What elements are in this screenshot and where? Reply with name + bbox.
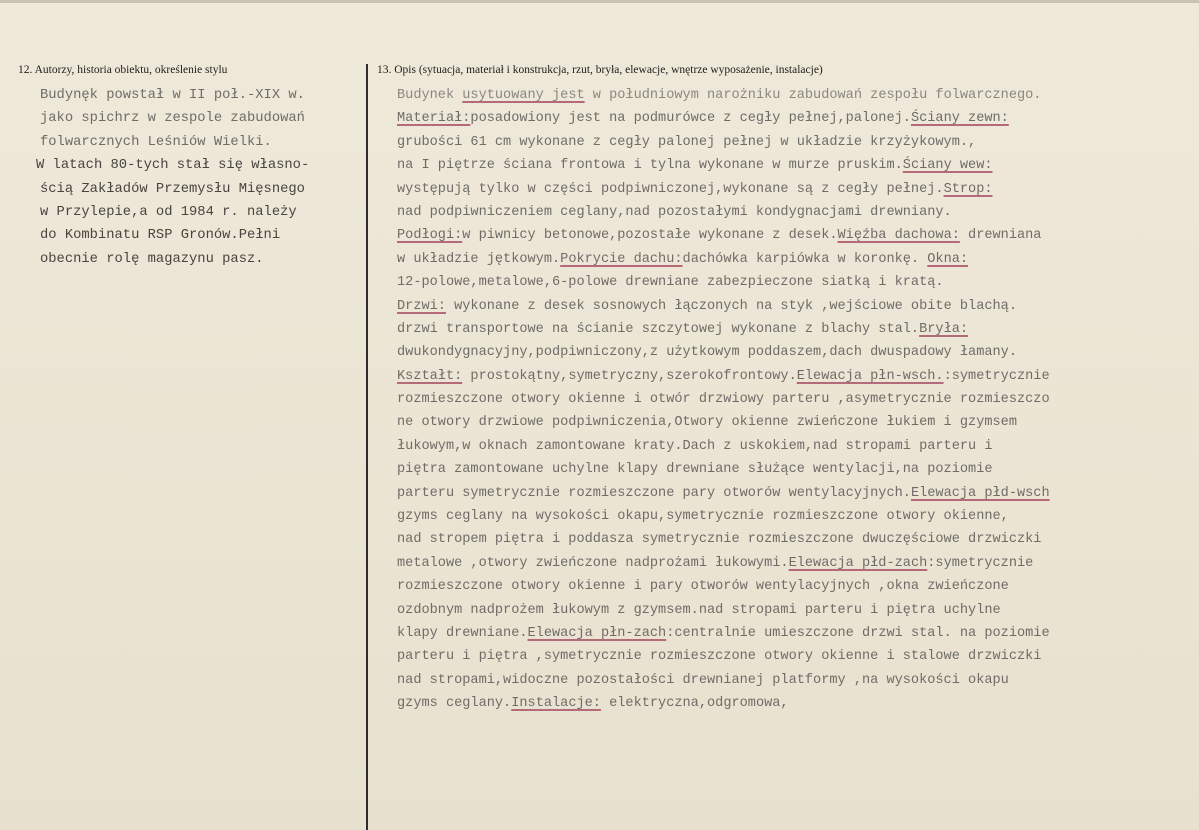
section-13-line: grubości 61 cm wykonane z cegły palonej pełnej w układzie krzyżykowym., <box>397 134 977 150</box>
field-label: Bryła: <box>919 321 969 337</box>
section-12-line: W latach 80-tych stał się własno- <box>36 158 310 174</box>
section-13-line: parteru i piętra ,symetrycznie rozmieszczone otwory okienne i stalowe drzwiczki <box>397 649 1042 665</box>
section-13-line: gzyms ceglany.Instalacje: elektryczna,odgromowa, <box>397 696 789 712</box>
field-label: Podłogi: <box>397 228 463 244</box>
field-label: Pokrycie dachu: <box>560 251 683 267</box>
section-13-line: dwukondygnacyjny,podpiwniczony,z użytkowym poddaszem,dach dwuspadowy łamany. <box>397 345 1017 361</box>
section-13-line: Podłogi:w piwnicy betonowe,pozostałe wykonane z desek.Więźba dachowa: drewniana <box>397 228 1042 244</box>
section-13-line: piętra zamontowane uchylne klapy drewniane służące wentylacji,na poziomie <box>397 462 993 478</box>
field-label: Ściany zewn: <box>910 111 1009 127</box>
section-13-line: gzyms ceglany na wysokości okapu,symetrycznie rozmieszczone otwory okienne, <box>397 509 1009 525</box>
field-label: Więźba dachowa: <box>837 228 960 244</box>
section-13-line: Drzwi: wykonane z desek sosnowych łączonych na styk ,wejściowe obite blachą. <box>397 298 1017 314</box>
field-label: usytuowany jest <box>462 88 585 103</box>
section-12 <box>18 62 363 271</box>
section-12-line: do Kombinatu RSP Gronów.Pełni <box>40 228 281 244</box>
section-13 <box>377 62 1195 716</box>
field-label: Okna: <box>927 251 969 267</box>
section-13-line: w układzie jętkowym.Pokrycie dachu:dachówka karpiówka w koronkę. Okna: <box>397 251 969 267</box>
section-12-line: jako spichrz w zespole zabudowań <box>40 111 305 127</box>
section-13-line: nad stropami,widoczne pozostałości drewnianej platformy ,na wysokości okapu <box>397 672 1009 688</box>
field-label: Materiał: <box>397 111 471 127</box>
section-12-line: w Przylepie,a od 1984 r. należy <box>40 204 297 220</box>
field-label: Strop: <box>943 181 993 197</box>
section-13-line: ozdobnym nadprożem łukowym z gzymsem.nad stropami parteru i piętra uchylne <box>397 602 1001 618</box>
section-12-line: ścią Zakładów Przemysłu Mięsnego <box>40 181 305 197</box>
field-label: Ściany wew: <box>902 158 993 174</box>
section-13-line: Kształt: prostokątny,symetryczny,szerokofrontowy.Elewacja płn-wsch.:symetrycznie <box>397 368 1050 384</box>
field-label: Elewacja płn-wsch. <box>796 368 944 384</box>
section-13-heading: 13. Opis (sytuacja, materiał i konstrukcja, rzut, bryła, elewacje, wnętrze wyposażenie, instalacje) <box>377 64 823 76</box>
field-label: Elewacja płn-zach <box>527 625 667 641</box>
section-13-line: występują tylko w części podpiwniczonej,wykonane są z cegły pełnej.Strop: <box>397 181 993 197</box>
section-13-line: drzwi transportowe na ścianie szczytowej wykonane z blachy stal.Bryła: <box>397 321 969 337</box>
section-13-text <box>377 84 1195 716</box>
section-12-line: obecnie rolę magazynu pasz. <box>40 251 264 267</box>
section-13-line: rozmieszczone otwory okienne i pary otworów wentylacyjnych ,okna zwieńczone <box>397 579 1009 595</box>
section-12-line: folwarcznych Leśniów Wielki. <box>40 134 272 150</box>
section-13-line: parteru symetrycznie rozmieszczone pary otworów wentylacyjnych.Elewacja płd-wsch <box>397 485 1050 501</box>
section-13-line: łukowym,w oknach zamontowane kraty.Dach z uskokiem,nad stropami parteru i <box>397 438 993 454</box>
section-12-line: Budynęk powstał w II poł.-XIX w. <box>40 88 305 103</box>
section-13-line: Budynek usytuowany jest w południowym narożniku zabudowań zespołu folwarcznego. <box>397 88 1042 103</box>
section-13-line: nad podpiwniczeniem ceglany,nad pozostałymi kondygnacjami drewniany. <box>397 204 952 220</box>
section-12-heading: 12. Autorzy, historia obiektu, określenie stylu <box>18 64 228 76</box>
section-13-line: Materiał:posadowiony jest na podmurówce z cegły pełnej,palonej.Ściany zewn: <box>397 111 1009 127</box>
section-13-line: rozmieszczone otwory okienne i otwór drzwiowy parteru ,asymetrycznie rozmieszczo <box>397 392 1050 408</box>
field-label: Elewacja płd-zach <box>788 555 928 571</box>
section-13-line: ne otwory drzwiowe podpiwniczenia,Otwory okienne zwieńczone łukiem i gzymsem <box>397 415 1017 431</box>
section-13-line: 12-polowe,metalowe,6-polowe drewniane zabezpieczone siatką i kratą. <box>397 275 944 291</box>
field-label: Elewacja płd-wsch <box>910 485 1050 501</box>
section-13-line: klapy drewniane.Elewacja płn-zach:centralnie umieszczone drzwi stal. na poziomie <box>397 625 1050 641</box>
card-top-edge <box>0 0 1199 3</box>
section-12-text <box>18 84 363 271</box>
section-13-line: na I piętrze ściana frontowa i tylna wykonane w murze pruskim.Ściany wew: <box>397 158 993 174</box>
section-13-line: nad stropem piętra i poddasza symetrycznie rozmieszczone dwuczęściowe drzwiczki <box>397 532 1042 548</box>
section-13-line: metalowe ,otwory zwieńczone nadprożami łukowymi.Elewacja płd-zach:symetrycznie <box>397 555 1034 571</box>
field-label: Drzwi: <box>397 298 446 314</box>
column-divider <box>366 64 368 830</box>
field-label: Instalacje: <box>511 696 601 712</box>
field-label: Kształt: <box>397 368 463 384</box>
